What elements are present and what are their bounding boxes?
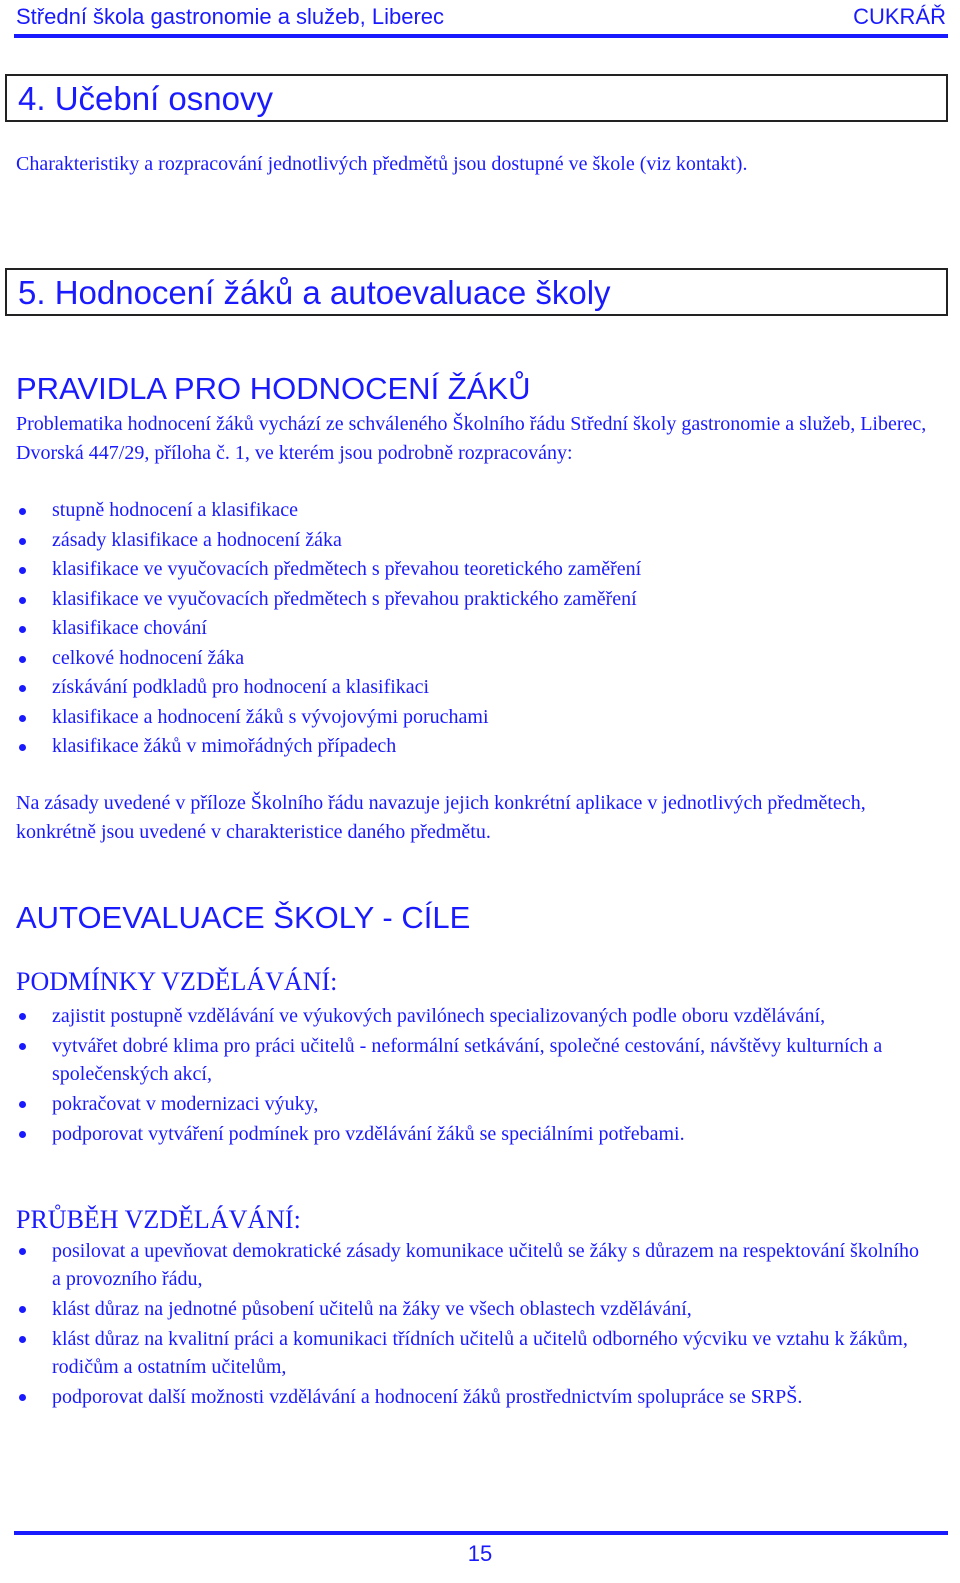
list-item: pokračovat v modernizaci výuky, xyxy=(16,1090,920,1118)
rules-heading: PRAVIDLA PRO HODNOCENÍ ŽÁKŮ xyxy=(16,371,531,406)
page-number: 15 xyxy=(467,1541,493,1566)
list-item: klást důraz na jednotné působení učitelů na žáky ve všech oblastech vzdělávání, xyxy=(16,1295,920,1323)
list-item: posilovat a upevňovat demokratické zásady komunikace učitelů se žáky s důrazem na respektování školního a provozního řádu, xyxy=(16,1237,920,1293)
header-program-name: CUKRÁŘ xyxy=(853,4,946,29)
process-heading: PRŮBĚH VZDĚLÁVÁNÍ: xyxy=(16,1205,301,1234)
process-list xyxy=(16,1237,920,1413)
list-item: získávání podkladů pro hodnocení a klasifikaci xyxy=(16,673,920,703)
header-school-name: Střední škola gastronomie a služeb, Liberec xyxy=(16,4,445,29)
list-item: klasifikace a hodnocení žáků s vývojovými poruchami xyxy=(16,703,920,733)
rules-closing: Na zásady uvedené v příloze Školního řádu navazuje jejich konkrétní aplikace v jednotlivých předmětech, konkrétně jsou uvedené v charakteristice daného předmětu. xyxy=(16,792,866,843)
rules-list xyxy=(16,496,920,762)
list-item: klasifikace ve vyučovacích předmětech s převahou praktického zaměření xyxy=(16,585,920,615)
list-item: podporovat další možnosti vzdělávání a hodnocení žáků prostřednictvím spolupráce se SRPŠ. xyxy=(16,1383,920,1411)
list-item: klasifikace žáků v mimořádných případech xyxy=(16,732,920,762)
conditions-heading: PODMÍNKY VZDĚLÁVÁNÍ: xyxy=(16,967,338,996)
list-item: klást důraz na kvalitní práci a komunikaci třídních učitelů a učitelů odborného výcviku ve vztahu k žákům, rodičům a ostatním učitelům, xyxy=(16,1325,920,1381)
autoevaluation-heading: AUTOEVALUACE ŠKOLY - CÍLE xyxy=(16,900,471,935)
section-4-text: Charakteristiky a rozpracování jednotlivých předmětů jsou dostupné ve škole (viz kontakt). xyxy=(16,153,748,175)
rules-intro: Problematika hodnocení žáků vychází ze schváleného Školního řádu Střední školy gastronomie a služeb, Liberec, Dvorská 447/29, příloha č. 1, ve kterém jsou podrobně rozpracovány: xyxy=(16,413,927,464)
list-item: stupně hodnocení a klasifikace xyxy=(16,496,920,526)
footer-rule xyxy=(14,1531,948,1535)
list-item: podporovat vytváření podmínek pro vzdělávání žáků se speciálními potřebami. xyxy=(16,1120,920,1148)
section-4-title: 4. Učební osnovy xyxy=(5,74,948,122)
list-item: klasifikace ve vyučovacích předmětech s převahou teoretického zaměření xyxy=(16,555,920,585)
section-5-title: 5. Hodnocení žáků a autoevaluace školy xyxy=(5,268,948,316)
list-item: celkové hodnocení žáka xyxy=(16,644,920,674)
list-item: vytvářet dobré klima pro práci učitelů - neformální setkávání, společné cestování, návštěvy kulturních a společenských akcí, xyxy=(16,1032,920,1088)
list-item: klasifikace chování xyxy=(16,614,920,644)
list-item: zajistit postupně vzdělávání ve výukových pavilónech specializovaných podle oboru vzdělávání, xyxy=(16,1002,920,1030)
conditions-list xyxy=(16,1002,920,1150)
list-item: zásady klasifikace a hodnocení žáka xyxy=(16,526,920,556)
header-rule xyxy=(14,34,948,38)
